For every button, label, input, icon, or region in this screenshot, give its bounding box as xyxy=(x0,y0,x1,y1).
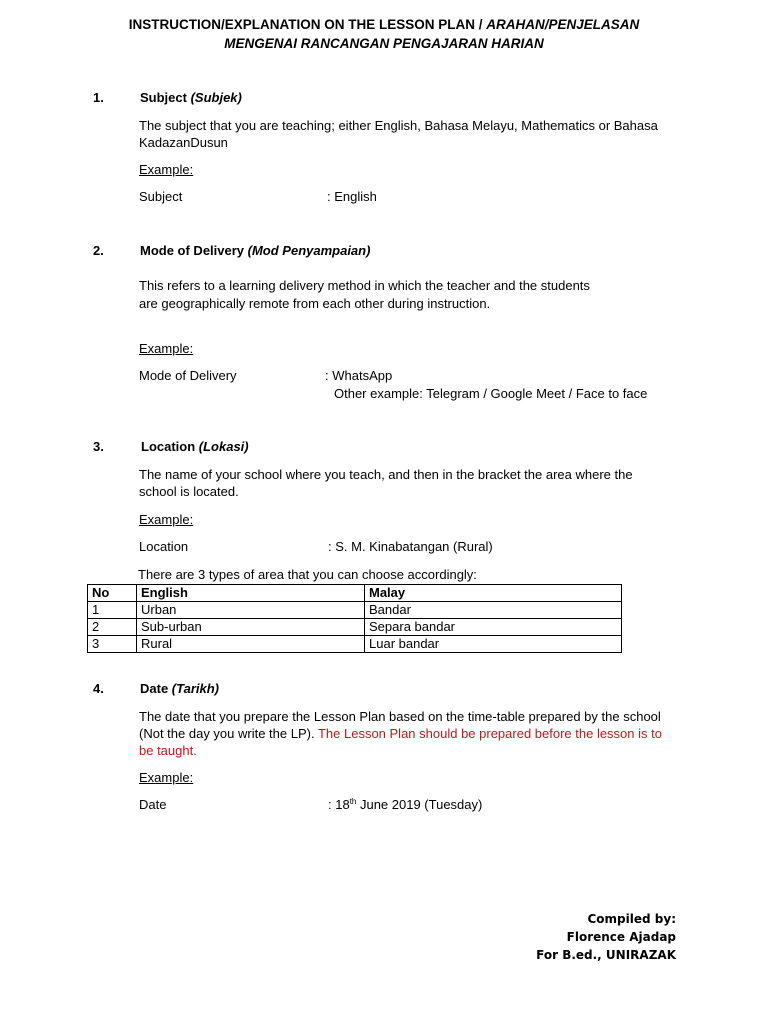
section-heading-subject: Subject (Subjek) xyxy=(140,90,242,105)
title-plain: INSTRUCTION/EXPLANATION ON THE LESSON PLAN / xyxy=(128,17,487,32)
table-row xyxy=(88,619,622,636)
page-title xyxy=(0,17,768,32)
location-field-value: : S. M. Kinabatangan (Rural) xyxy=(328,539,493,554)
table-header-cell: Malay xyxy=(365,585,622,602)
table-row xyxy=(88,636,622,653)
footer-line-2: Florence Ajadap xyxy=(566,930,676,944)
table-cell: Sub-urban xyxy=(137,619,365,636)
delivery-example-label: Example: xyxy=(139,341,194,356)
area-intro: There are 3 types of area that you can choose accordingly: xyxy=(138,567,477,582)
delivery-description-1: This refers to a learning delivery method in which the teacher and the students xyxy=(139,278,590,293)
title-italic-1: ARAHAN/PENJELASAN xyxy=(486,17,640,32)
table-header-row xyxy=(88,585,622,602)
table-cell: 2 xyxy=(88,619,137,636)
date-example-label: Example: xyxy=(139,770,194,785)
page-subtitle xyxy=(0,36,768,51)
subject-description: The subject that you are teaching; either English, Bahasa Melayu, Mathematics or Bahasa KadazanDusun xyxy=(139,118,658,150)
subject-field-label: Subject xyxy=(139,189,183,204)
area-table xyxy=(87,584,622,653)
compiled-by-footer xyxy=(536,910,676,964)
delivery-description-2: are geographically remote from each other during instruction. xyxy=(139,296,491,311)
location-example-label: Example: xyxy=(139,512,194,527)
table-cell: 3 xyxy=(88,636,137,653)
table-cell: Bandar xyxy=(365,602,622,619)
section-number-3: 3. xyxy=(93,439,104,454)
date-field-value: : 18th June 2019 (Tuesday) xyxy=(328,797,483,812)
title-italic-2: MENGENAI RANCANGAN PENGAJARAN HARIAN xyxy=(224,36,544,51)
footer-line-1: Compiled by: xyxy=(587,912,676,926)
table-cell: 1 xyxy=(88,602,137,619)
date-description: The date that you prepare the Lesson Plan based on the time-table prepared by the school (Not the day you write the LP). The Lesson Plan should be prepared before the lesson is to be taught. xyxy=(139,709,662,758)
table-row xyxy=(88,602,622,619)
section-number-1: 1. xyxy=(93,90,104,105)
subject-field-value: : English xyxy=(327,189,377,204)
table-header-cell: No xyxy=(88,585,137,602)
footer-line-3: For B.ed., UNIRAZAK xyxy=(536,948,676,962)
date-warning-text: The Lesson Plan should be prepared before the lesson is to be taught. xyxy=(139,726,662,758)
location-field-label: Location xyxy=(139,539,189,554)
table-cell: Luar bandar xyxy=(365,636,622,653)
section-heading-date: Date (Tarikh) xyxy=(140,681,219,696)
section-number-4: 4. xyxy=(93,681,104,696)
delivery-other-example: Other example: Telegram / Google Meet / Face to face xyxy=(334,386,648,401)
delivery-field-value: : WhatsApp xyxy=(325,368,393,383)
table-cell: Separa bandar xyxy=(365,619,622,636)
delivery-field-label: Mode of Delivery xyxy=(139,368,237,383)
date-field-label: Date xyxy=(139,797,167,812)
table-cell: Rural xyxy=(137,636,365,653)
subject-example-label: Example: xyxy=(139,162,194,177)
table-cell: Urban xyxy=(137,602,365,619)
section-heading-delivery: Mode of Delivery (Mod Penyampaian) xyxy=(140,243,371,258)
section-heading-location: Location (Lokasi) xyxy=(141,439,249,454)
section-number-2: 2. xyxy=(93,243,104,258)
location-description: The name of your school where you teach, and then in the bracket the area where the school is located. xyxy=(139,467,633,499)
table-header-cell: English xyxy=(137,585,365,602)
